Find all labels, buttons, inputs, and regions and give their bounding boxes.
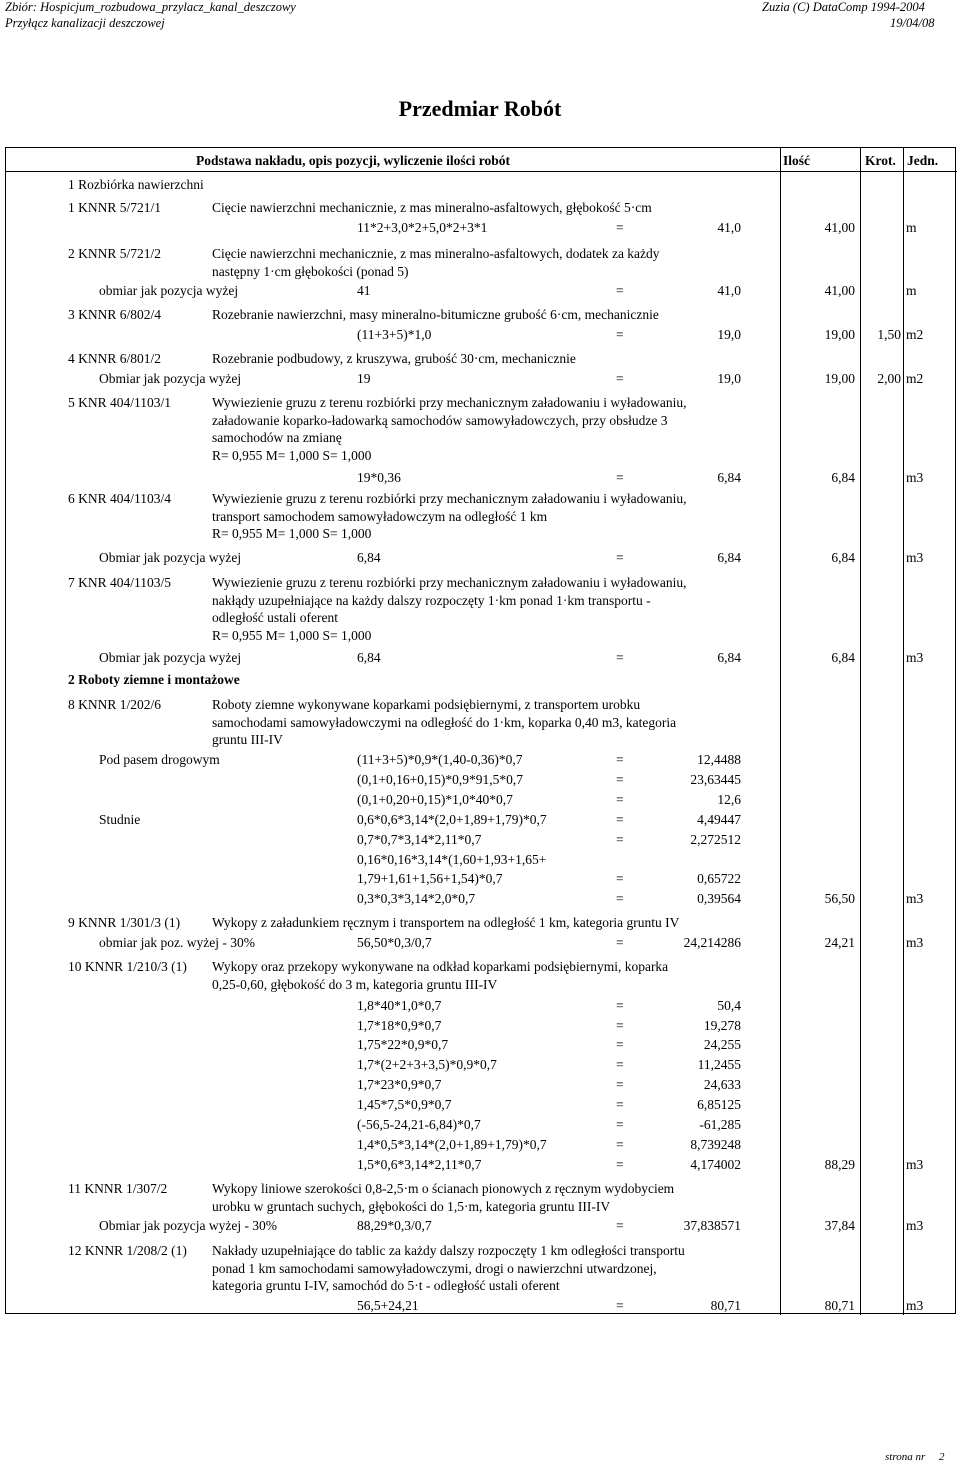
item-multiplier: 2,00	[877, 371, 901, 386]
item-code: 9 KNNR 1/301/3 (1)	[68, 915, 181, 930]
col-header-desc: Podstawa nakładu, opis pozycji, wyliczenie ilości robót	[196, 153, 511, 168]
col-header-unit: Jedn.	[907, 153, 939, 168]
calc-expression: (0,1+0,20+0,15)*1,0*40*0,7	[357, 792, 513, 807]
item-code: 12 KNNR 1/208/2 (1)	[68, 1243, 187, 1258]
calc-value: 41,0	[717, 220, 741, 235]
calc-value: 6,84	[717, 550, 741, 565]
calc-equals: =	[616, 550, 624, 565]
item-description: Rozebranie podbudowy, z kruszywa, grubość 30·cm, mechanicznie	[212, 351, 576, 366]
item-description: Wywiezienie gruzu z terenu rozbiórki przy mechanicznym załadowaniu i wyładowaniu,	[212, 395, 687, 410]
calc-value: 23,63445	[690, 772, 741, 787]
calc-value: 24,633	[703, 1077, 741, 1092]
col-header-krot: Krot.	[865, 153, 896, 168]
calc-expression: 1,8*40*1,0*0,7	[357, 998, 442, 1013]
item-unit: m	[906, 220, 917, 235]
item-description: Wykopy oraz przekopy wykonywane na odkład koparkami podsiębiernymi, koparka	[212, 959, 669, 974]
calc-equals: =	[616, 1137, 624, 1152]
calc-equals: =	[616, 283, 624, 298]
item-code: 2 KNNR 5/721/2	[68, 246, 162, 261]
calc-expression: 6,84	[357, 550, 381, 565]
calc-expression: 6,84	[357, 650, 381, 665]
calc-value: 24,214286	[683, 935, 741, 950]
calc-equals: =	[616, 792, 624, 807]
calc-expression: 1,4*0,5*3,14*(2,0+1,89+1,79)*0,7	[357, 1137, 547, 1152]
bill-table	[5, 147, 956, 1314]
calc-value: 12,4488	[697, 752, 741, 767]
calc-expression: 41	[357, 283, 371, 298]
item-unit: m3	[906, 891, 924, 906]
item-code: 1 KNNR 5/721/1	[68, 200, 162, 215]
page-number: 2	[939, 1451, 945, 1463]
calc-equals: =	[616, 220, 624, 235]
item-unit: m3	[906, 650, 924, 665]
item-code: 3 KNNR 6/802/4	[68, 307, 162, 322]
calc-equals: =	[616, 371, 624, 386]
calc-expression: 19*0,36	[357, 470, 401, 485]
calc-expression: 0,7*0,7*3,14*2,11*0,7	[357, 832, 482, 847]
item-description: transport samochodem samowyładowczym na odległość 1 km	[212, 508, 548, 524]
calc-equals: =	[616, 891, 624, 906]
item-code: 4 KNNR 6/801/2	[68, 351, 162, 366]
header-collection: Zbiór: Hospicjum_rozbudowa_przylacz_kanal_deszczowy	[5, 0, 296, 14]
calc-value: 37,838571	[683, 1218, 741, 1233]
calc-equals: =	[616, 1037, 624, 1052]
item-unit: m3	[906, 935, 924, 950]
header-subtitle: Przyłącz kanalizacji deszczowej	[5, 16, 165, 30]
calc-equals: =	[616, 1218, 624, 1233]
item-unit: m2	[906, 327, 924, 342]
calc-equals: =	[616, 752, 624, 767]
calc-equals: =	[616, 1018, 624, 1033]
calc-expression: 1,75*22*0,9*0,7	[357, 1037, 449, 1052]
calc-expression: 1,45*7,5*0,9*0,7	[357, 1097, 452, 1112]
calc-expression: 1,7*18*0,9*0,7	[357, 1018, 442, 1033]
calc-expression: 19	[357, 371, 371, 386]
item-quantity: 6,84	[831, 650, 855, 665]
calc-value: 11,2455	[697, 1057, 741, 1072]
calc-equals: =	[616, 1157, 624, 1172]
item-quantity: 41,00	[824, 220, 855, 235]
item-description: kategoria gruntu I-IV, samochód do 5·t - odległość ustali oferent	[212, 1278, 560, 1294]
item-description: Wywiezienie gruzu z terenu rozbiórki przy mechanicznym załadowaniu i wyładowaniu,	[212, 491, 687, 506]
item-unit: m3	[906, 470, 924, 485]
calc-equals: =	[616, 935, 624, 950]
calc-value: 6,84	[717, 650, 741, 665]
item-description: R= 0,955 M= 1,000 S= 1,000	[212, 448, 372, 464]
item-code: 5 KNR 404/1103/1	[68, 395, 172, 410]
item-quantity: 6,84	[831, 550, 855, 565]
calc-expression: 56,5+24,21	[357, 1298, 419, 1313]
calc-expression: 56,50*0,3/0,7	[357, 935, 432, 950]
section-title: 2 Roboty ziemne i montażowe	[68, 672, 240, 687]
calc-value: 0,39564	[697, 891, 741, 906]
column-divider	[860, 148, 861, 1315]
item-description: odległość ustali oferent	[212, 610, 338, 626]
calc-equals: =	[616, 650, 624, 665]
calc-value: 50,4	[717, 998, 741, 1013]
item-code: 6 KNR 404/1103/4	[68, 491, 172, 506]
calc-expression: (11+3+5)*0,9*(1,40-0,36)*0,7	[357, 752, 523, 767]
calc-value: 6,84	[717, 470, 741, 485]
item-description: Wykopy z załadunkiem ręcznym i transportem na odległość 1 km, kategoria gruntu IV	[212, 915, 680, 930]
header-divider	[6, 171, 957, 172]
calc-label: Studnie	[99, 812, 141, 827]
calc-equals: =	[616, 1117, 624, 1132]
item-description: urobku w gruntach suchych, głębokości do 1,5·m, kategoria gruntu III-IV	[212, 1198, 611, 1214]
calc-equals: =	[616, 832, 624, 847]
page-footer	[885, 1451, 945, 1463]
item-description: Rozebranie nawierzchni, masy mineralno-bitumiczne grubość 6·cm, mechanicznie	[212, 307, 659, 322]
item-unit: m3	[906, 550, 924, 565]
item-description: załadowanie koparko-ładowarką samochodów samowyładowczych, przy obsłudze 3	[212, 412, 668, 428]
header-date: 19/04/08	[890, 16, 935, 30]
item-description: 0,25-0,60, głębokość do 3 m, kategoria gruntu III-IV	[212, 976, 498, 992]
item-unit: m2	[906, 371, 924, 386]
calc-equals: =	[616, 812, 624, 827]
calc-value: 8,739248	[690, 1137, 741, 1152]
calc-equals: =	[616, 470, 624, 485]
calc-label: Obmiar jak pozycja wyżej	[99, 550, 242, 565]
calc-expression: 1,79+1,61+1,56+1,54)*0,7	[357, 871, 503, 886]
calc-value: 24,255	[703, 1037, 741, 1052]
calc-value: 12,6	[717, 792, 741, 807]
calc-equals: =	[616, 1077, 624, 1092]
item-code: 7 KNR 404/1103/5	[68, 575, 172, 590]
calc-expression: (11+3+5)*1,0	[357, 327, 432, 342]
item-multiplier: 1,50	[877, 327, 901, 342]
calc-label: obmiar jak poz. wyżej - 30%	[99, 935, 255, 950]
item-quantity: 37,84	[824, 1218, 855, 1233]
item-unit: m3	[906, 1298, 924, 1313]
item-quantity: 19,00	[824, 371, 855, 386]
item-quantity: 80,71	[824, 1298, 855, 1313]
calc-expression: (-56,5-24,21-6,84)*0,7	[357, 1117, 481, 1132]
item-description: Roboty ziemne wykonywane koparkami podsiębiernymi, z transportem urobku	[212, 697, 641, 712]
item-description: gruntu III-IV	[212, 732, 283, 748]
page-title: Przedmiar Robót	[398, 96, 562, 121]
calc-label: Obmiar jak pozycja wyżej	[99, 371, 242, 386]
calc-expression: (0,1+0,16+0,15)*0,9*91,5*0,7	[357, 772, 523, 787]
item-description: R= 0,955 M= 1,000 S= 1,000	[212, 526, 372, 542]
calc-value: 4,174002	[690, 1157, 741, 1172]
calc-value: 4,49447	[697, 812, 741, 827]
header-software: Zuzia (C) DataComp 1994-2004	[762, 0, 925, 14]
item-quantity: 56,50	[824, 891, 855, 906]
item-description: Wykopy liniowe szerokości 0,8-2,5·m o ścianach pionowych z ręcznym wydobyciem	[212, 1181, 675, 1196]
item-description: Cięcie nawierzchni mechanicznie, z mas mineralno-asfaltowych, dodatek za każdy	[212, 246, 660, 261]
calc-expression: 11*2+3,0*2+5,0*2+3*1	[357, 220, 488, 235]
item-quantity: 41,00	[824, 283, 855, 298]
calc-value: 41,0	[717, 283, 741, 298]
item-description: Wywiezienie gruzu z terenu rozbiórki przy mechanicznym załadowaniu i wyładowaniu,	[212, 575, 687, 590]
item-description: samochodów na zmianę	[212, 430, 342, 446]
item-description: Nakłady uzupełniające do tablic za każdy dalszy rozpoczęty 1 km odległości transportu	[212, 1243, 685, 1258]
calc-label: obmiar jak pozycja wyżej	[99, 283, 239, 298]
item-code: 8 KNNR 1/202/6	[68, 697, 162, 712]
item-unit: m3	[906, 1157, 924, 1172]
calc-value: 0,65722	[697, 871, 741, 886]
page-label: strona nr	[885, 1451, 926, 1463]
item-quantity: 19,00	[824, 327, 855, 342]
calc-expression: 0,3*0,3*3,14*2,0*0,7	[357, 891, 476, 906]
item-description: samochodami samowyładowczymi na odległość do 1·km, koparka 0,40 m3, kategoria	[212, 714, 677, 730]
item-code: 10 KNNR 1/210/3 (1)	[68, 959, 187, 974]
calc-value: 6,85125	[697, 1097, 741, 1112]
calc-expression: 0,6*0,6*3,14*(2,0+1,89+1,79)*0,7	[357, 812, 547, 827]
calc-value: 19,0	[717, 327, 741, 342]
item-description: Cięcie nawierzchni mechanicznie, z mas mineralno-asfaltowych, głębokość 5·cm	[212, 200, 652, 215]
calc-label: Obmiar jak pozycja wyżej - 30%	[99, 1218, 278, 1233]
calc-value: 2,272512	[690, 832, 741, 847]
calc-equals: =	[616, 327, 624, 342]
calc-value: 19,278	[703, 1018, 741, 1033]
calc-expression: 1,5*0,6*3,14*2,11*0,7	[357, 1157, 482, 1172]
calc-equals: =	[616, 1298, 624, 1313]
calc-equals: =	[616, 871, 624, 886]
item-description: następny 1·cm głębokości (ponad 5)	[212, 263, 409, 279]
item-quantity: 6,84	[831, 470, 855, 485]
section-title: 1 Rozbiórka nawierzchni	[68, 177, 204, 192]
calc-value: 19,0	[717, 371, 741, 386]
calc-equals: =	[616, 772, 624, 787]
item-unit: m	[906, 283, 917, 298]
calc-expression: 88,29*0,3/0,7	[357, 1218, 432, 1233]
calc-expression: 1,7*(2+2+3+3,5)*0,9*0,7	[357, 1057, 497, 1072]
column-divider	[903, 148, 904, 1315]
calc-value: 80,71	[710, 1298, 741, 1313]
item-unit: m3	[906, 1218, 924, 1233]
item-quantity: 88,29	[824, 1157, 855, 1172]
column-divider	[780, 148, 781, 1315]
item-quantity: 24,21	[824, 935, 855, 950]
calc-label: Obmiar jak pozycja wyżej	[99, 650, 242, 665]
item-description: R= 0,955 M= 1,000 S= 1,000	[212, 628, 372, 644]
calc-expression: 0,16*0,16*3,14*(1,60+1,93+1,65+	[357, 852, 547, 867]
calc-expression: 1,7*23*0,9*0,7	[357, 1077, 442, 1092]
item-description: nakłądy uzupełniające na każdy dalszy rozpoczęty 1·km ponad 1·km transportu -	[212, 592, 651, 608]
calc-equals: =	[616, 1057, 624, 1072]
calc-equals: =	[616, 1097, 624, 1112]
item-description: ponad 1 km samochodami samowyładowczymi, drogi o nawierzchni utwardzonej,	[212, 1260, 657, 1276]
calc-value: -61,285	[699, 1117, 741, 1132]
col-header-qty: Ilość	[783, 153, 810, 168]
calc-label: Pod pasem drogowym	[99, 752, 220, 767]
calc-equals: =	[616, 998, 624, 1013]
item-code: 11 KNNR 1/307/2	[68, 1181, 168, 1196]
